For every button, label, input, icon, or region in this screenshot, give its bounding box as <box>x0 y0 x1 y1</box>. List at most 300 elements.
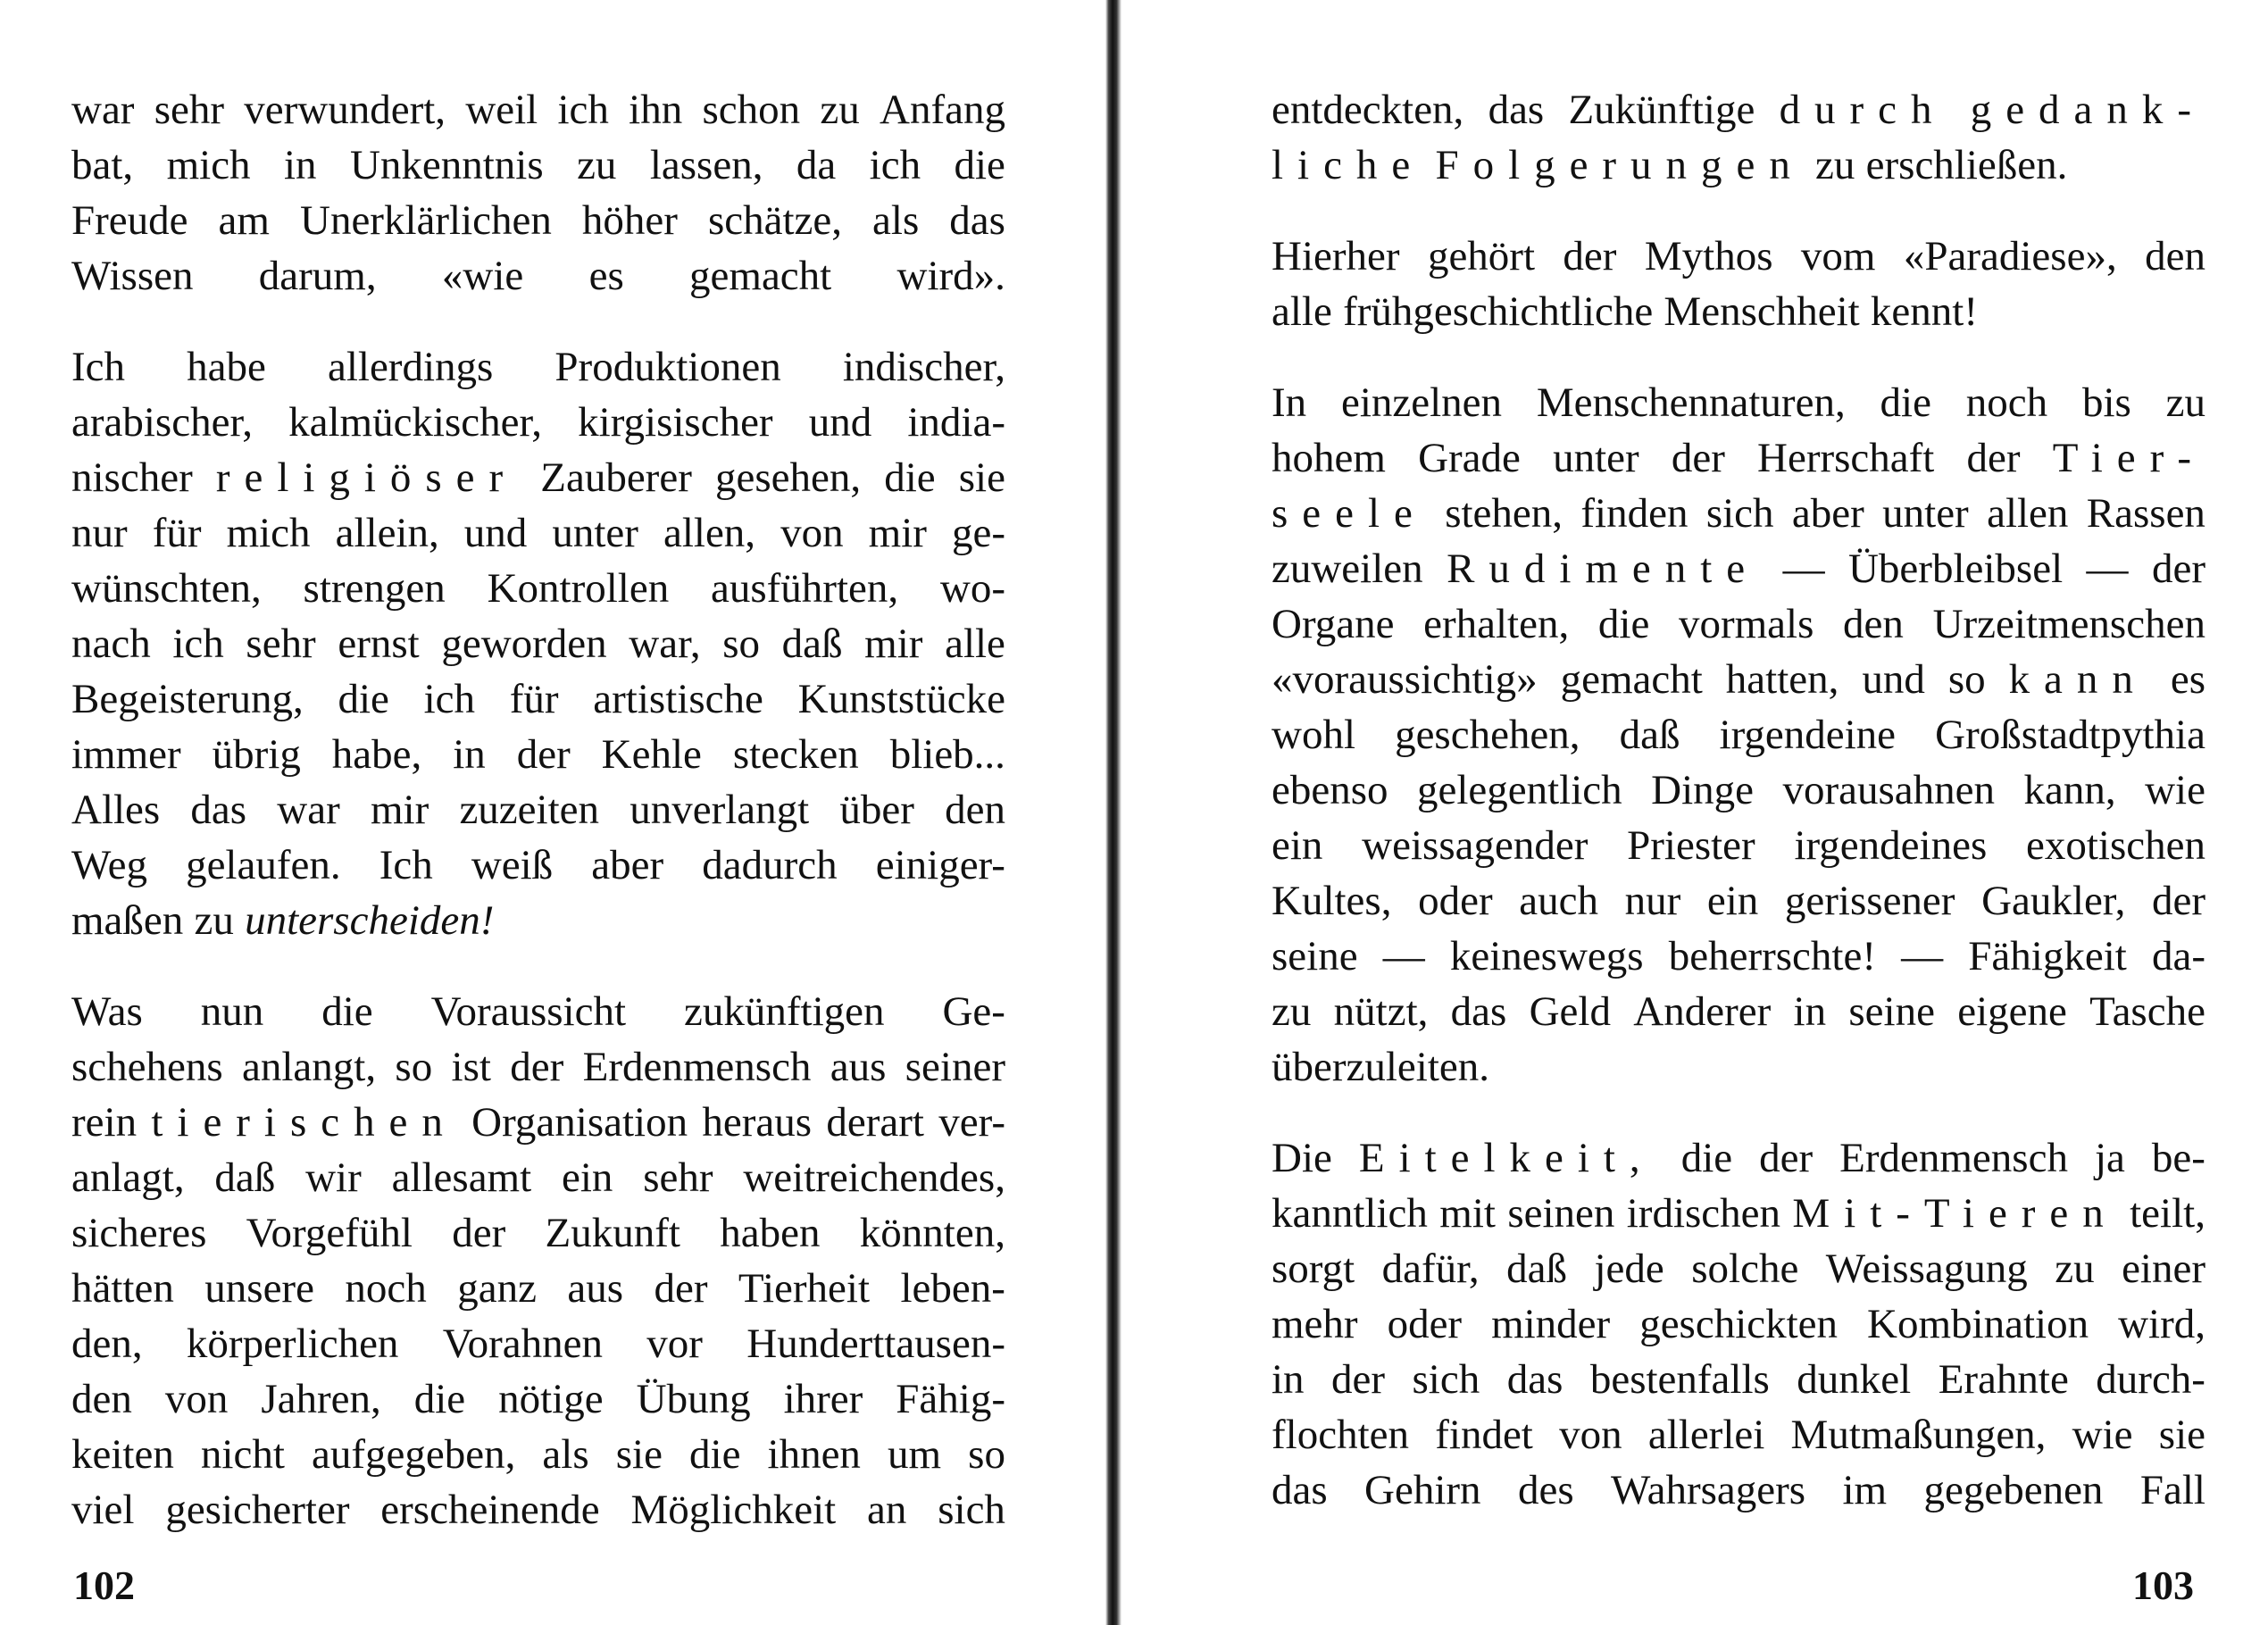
word: die <box>1880 379 1931 426</box>
word: sehr <box>154 87 225 133</box>
text-line <box>71 193 1005 248</box>
word: Menschheit <box>1663 288 1860 335</box>
word: Begeisterung, <box>71 676 304 722</box>
word: solche <box>1691 1246 1799 1292</box>
word: Unkenntnis <box>349 142 544 188</box>
word: allerdings <box>327 344 494 390</box>
word: es <box>2170 656 2205 703</box>
word: geworden <box>441 621 607 667</box>
word: allerlei <box>1647 1412 1765 1458</box>
word: so <box>395 1044 433 1090</box>
word: zuweilen <box>1272 546 1423 592</box>
book-gutter <box>1105 0 1121 1625</box>
word: zu <box>820 87 860 133</box>
word: sorgt <box>1272 1246 1355 1292</box>
word: nur <box>71 510 128 556</box>
word: ich <box>423 676 476 722</box>
word: derart <box>826 1099 924 1146</box>
word: der <box>1759 1135 1814 1181</box>
text-line <box>1272 486 2205 541</box>
word: zu <box>577 142 617 188</box>
word: weil <box>465 87 538 133</box>
word: dadurch <box>702 842 838 888</box>
word: findet <box>1435 1412 1533 1458</box>
word: schehens <box>71 1044 223 1090</box>
word: mir <box>370 787 429 833</box>
word: Alles <box>71 787 161 833</box>
word: sehr <box>643 1154 713 1201</box>
word: ich <box>869 142 921 188</box>
word: Fähig- <box>896 1376 1005 1422</box>
word: Möglichkeit <box>630 1487 837 1533</box>
word: ist <box>451 1044 491 1090</box>
word: da- <box>2151 933 2205 979</box>
word: Fall <box>2139 1467 2205 1513</box>
word: in <box>1272 1356 1305 1403</box>
word: zu <box>2165 379 2205 426</box>
word: irdischen <box>1626 1190 1781 1237</box>
word: mich <box>226 510 311 556</box>
word: lassen, <box>649 142 763 188</box>
paragraph-break <box>1272 1095 2205 1130</box>
text-line <box>1272 1352 2205 1407</box>
word: und <box>463 510 528 556</box>
word: maßen <box>71 897 184 944</box>
word: kann <box>2008 656 2147 703</box>
word: einer <box>2122 1246 2205 1292</box>
word: unterscheiden! <box>245 897 495 944</box>
word: tierischen <box>151 1099 457 1146</box>
word: heraus <box>702 1099 813 1146</box>
word: — <box>1382 933 1425 979</box>
word: vorausahnen <box>1782 767 1996 813</box>
word: Ich <box>71 344 126 390</box>
word: Produktionen <box>554 344 781 390</box>
word: liche <box>1272 142 1425 188</box>
text-line <box>1272 929 2205 984</box>
word: ihnen <box>767 1431 861 1478</box>
word: der <box>510 1044 564 1090</box>
word: die <box>413 1376 466 1422</box>
word: Ich <box>379 842 433 888</box>
word: um <box>888 1431 942 1478</box>
word: be- <box>2151 1135 2205 1181</box>
word: unsere <box>204 1265 314 1312</box>
word: Überbleibsel <box>1847 546 2064 592</box>
word: sich <box>1705 490 1774 537</box>
word: gemacht <box>1560 656 1703 703</box>
word: Hunderttausen- <box>746 1321 1005 1367</box>
word: Kehle <box>601 731 702 778</box>
word: daß <box>1506 1246 1568 1292</box>
word: sich <box>1412 1356 1480 1403</box>
word: so <box>1947 656 1986 703</box>
word: ja <box>2094 1135 2125 1181</box>
word: in <box>283 142 317 188</box>
word: kennt! <box>1870 288 1978 335</box>
word: ge- <box>951 510 1005 556</box>
text-line <box>1272 818 2205 873</box>
word: mehr <box>1272 1301 1358 1347</box>
word: Erdenmensch <box>1839 1135 2068 1181</box>
text-line <box>1272 707 2205 762</box>
word: als <box>542 1431 589 1478</box>
word: Erahnte <box>1938 1356 2069 1403</box>
text-line <box>71 1427 1005 1482</box>
word: Kontrollen <box>487 565 670 612</box>
text-line <box>71 1371 1005 1427</box>
word: anlagt, <box>71 1154 185 1201</box>
word: das <box>190 787 247 833</box>
word: Kombination <box>1867 1301 2089 1347</box>
word: weissagender <box>1362 822 1588 869</box>
word: Menschennaturen, <box>1536 379 1846 426</box>
word: erhalten, <box>1423 601 1570 647</box>
word: allesamt <box>391 1154 532 1201</box>
word: der <box>2151 546 2205 592</box>
word: verwundert, <box>244 87 446 133</box>
word: die <box>321 988 373 1035</box>
word: anlangt, <box>242 1044 377 1090</box>
word: war, <box>629 621 701 667</box>
word: der <box>1966 435 2021 481</box>
word: mir <box>868 510 927 556</box>
word: Zauberer <box>540 454 692 501</box>
word: haben <box>720 1210 821 1256</box>
word: auch <box>1519 878 1598 924</box>
word: Unerklärlichen <box>300 197 552 244</box>
word: Jahren, <box>261 1376 381 1422</box>
word: eigene <box>1957 988 2067 1035</box>
text-line <box>71 395 1005 450</box>
text-line <box>1272 1241 2205 1296</box>
word: nischer <box>71 454 193 501</box>
word: gesehen, <box>714 454 862 501</box>
word: erschließen. <box>1865 142 2068 188</box>
word: religiöser <box>215 454 518 501</box>
word: — <box>1901 933 1944 979</box>
word: sicheres <box>71 1210 207 1256</box>
word: seele <box>1272 490 1427 537</box>
text-line <box>71 248 1005 304</box>
word: nötige <box>498 1376 604 1422</box>
word: in <box>1793 988 1827 1035</box>
word: ausführten, <box>710 565 899 612</box>
word: daß <box>1619 712 1680 758</box>
word: Tasche <box>2089 988 2205 1035</box>
word: aus <box>830 1044 887 1090</box>
text-line <box>71 1205 1005 1261</box>
word: ernst <box>338 621 420 667</box>
word: beherrschte! <box>1668 933 1876 979</box>
word: Fähigkeit <box>1968 933 2127 979</box>
word: wo- <box>939 565 1005 612</box>
text-line <box>1272 1462 2205 1518</box>
word: allen <box>1987 490 2069 537</box>
word: alle <box>1272 288 1332 335</box>
word: Grade <box>1418 435 1521 481</box>
text-line <box>71 1482 1005 1538</box>
word: zu <box>1815 142 1855 188</box>
word: Dinge <box>1651 767 1755 813</box>
word: Kunststücke <box>797 676 1005 722</box>
word: seinen <box>1507 1190 1615 1237</box>
word: Ge- <box>942 988 1005 1035</box>
text-line <box>1272 1130 2205 1186</box>
word: vom <box>1800 233 1876 279</box>
word: artistische <box>593 676 763 722</box>
word: kann, <box>2023 767 2116 813</box>
word: ihrer <box>783 1376 863 1422</box>
word: wünschten, <box>71 565 262 612</box>
word: keiten <box>71 1431 174 1478</box>
word: durch- <box>2096 1356 2205 1403</box>
word: bat, <box>71 142 134 188</box>
word: so <box>968 1431 1005 1478</box>
text-line <box>1272 596 2205 652</box>
word: ver- <box>938 1099 1005 1146</box>
text-line <box>1272 652 2205 707</box>
paragraph-break <box>1272 193 2205 229</box>
word: die <box>1597 601 1650 647</box>
word: so <box>722 621 761 667</box>
word: — <box>1782 546 1825 592</box>
word: Rudimente <box>1447 546 1760 592</box>
word: wird». <box>896 253 1005 299</box>
word: wird, <box>2118 1301 2205 1347</box>
word: habe, <box>331 731 422 778</box>
word: ich <box>172 621 224 667</box>
word: zu <box>194 897 234 944</box>
word: blieb... <box>889 731 1005 778</box>
text-line <box>1272 873 2205 929</box>
word: schätze, <box>707 197 842 244</box>
text-line <box>1272 541 2205 596</box>
word: vormals <box>1678 601 1814 647</box>
word: Gehirn <box>1364 1467 1481 1513</box>
word: «voraussichtig» <box>1272 656 1538 703</box>
word: der <box>1331 1356 1386 1403</box>
word: ebenso <box>1272 767 1388 813</box>
word: india- <box>907 399 1005 446</box>
word: indischer, <box>842 344 1005 390</box>
word: von <box>1559 1412 1622 1458</box>
word: ein <box>1706 878 1759 924</box>
word: flochten <box>1272 1412 1409 1458</box>
word: aber <box>1791 490 1864 537</box>
word: den <box>2145 233 2205 279</box>
text-line <box>1272 1407 2205 1462</box>
word: gegebenen <box>1923 1467 2104 1513</box>
text-line <box>1272 284 2205 339</box>
word: allen, <box>663 510 756 556</box>
word: Eitelkeit, <box>1358 1135 1655 1181</box>
word: Freude <box>71 197 188 244</box>
word: es <box>588 253 624 299</box>
word: von <box>780 510 844 556</box>
word: Was <box>71 988 143 1035</box>
word: ganz <box>457 1265 537 1312</box>
word: jede <box>1594 1246 1664 1292</box>
word: stecken <box>732 731 859 778</box>
word: Tierheit <box>738 1265 871 1312</box>
word: aber <box>591 842 664 888</box>
word: Anfang <box>880 87 1005 133</box>
word: war <box>71 87 135 133</box>
word: bis <box>2081 379 2131 426</box>
word: über <box>839 787 914 833</box>
word: Organe <box>1272 601 1395 647</box>
word: geschickten <box>1639 1301 1839 1347</box>
text-line <box>71 1316 1005 1371</box>
word: überzuleiten. <box>1272 1044 1490 1090</box>
word: finden <box>1580 490 1688 537</box>
word: höher <box>581 197 678 244</box>
word: Großstadtpythia <box>1935 712 2205 758</box>
text-line <box>71 505 1005 561</box>
word: von <box>164 1376 229 1422</box>
word: am <box>218 197 270 244</box>
text-line <box>71 339 1005 395</box>
word: zu <box>2055 1246 2095 1292</box>
left-page-number: 102 <box>73 1562 135 1608</box>
text-line <box>71 671 1005 727</box>
word: Erdenmensch <box>582 1044 812 1090</box>
word: ihn <box>629 87 683 133</box>
right-page-text <box>1272 82 2205 1518</box>
word: unter <box>552 510 638 556</box>
word: den <box>71 1376 132 1422</box>
word: gedank- <box>1970 87 2205 133</box>
text-line <box>71 727 1005 782</box>
word: habe <box>187 344 266 390</box>
word: Mutmaßungen, <box>1790 1412 2047 1458</box>
word: als <box>872 197 920 244</box>
text-line <box>1272 375 2205 430</box>
word: zu <box>1272 988 1312 1035</box>
word: Herrschaft <box>1757 435 1935 481</box>
word: durch <box>1779 87 1947 133</box>
word: ein <box>561 1154 613 1201</box>
word: Folgerungen <box>1435 142 1805 188</box>
word: der <box>1563 233 1617 279</box>
word: Geld <box>1529 988 1611 1035</box>
word: und <box>808 399 872 446</box>
word: weiß <box>471 842 554 888</box>
text-line <box>1272 82 2205 138</box>
text-line <box>71 450 1005 505</box>
word: strengen <box>303 565 446 612</box>
word: gerissener <box>1784 878 1955 924</box>
word: sehr <box>246 621 316 667</box>
word: in <box>453 731 486 778</box>
paragraph-break <box>1272 339 2205 375</box>
word: vor <box>646 1321 703 1367</box>
word: Tier- <box>2052 435 2205 481</box>
word: das <box>1450 988 1507 1035</box>
word: «Paradiese», <box>1903 233 2117 279</box>
word: der <box>452 1210 506 1256</box>
word: ich <box>557 87 609 133</box>
right-page <box>1134 0 2268 1625</box>
word: zukünftigen <box>684 988 885 1035</box>
text-line <box>71 893 1005 948</box>
word: unverlangt <box>630 787 810 833</box>
word: sich <box>938 1487 1005 1533</box>
word: arabischer, <box>71 399 253 446</box>
word: exotischen <box>2025 822 2205 869</box>
word: nützt, <box>1333 988 1429 1035</box>
word: einzelnen <box>1340 379 1503 426</box>
text-line <box>71 984 1005 1039</box>
text-line <box>1272 1039 2205 1095</box>
word: Priester <box>1627 822 1755 869</box>
word: unter <box>1882 490 1969 537</box>
text-line <box>1272 1186 2205 1241</box>
right-page-number: 103 <box>2132 1562 2194 1608</box>
word: noch <box>345 1265 427 1312</box>
text-line <box>1272 1296 2205 1352</box>
word: aus <box>567 1265 624 1312</box>
word: seiner <box>905 1044 1005 1090</box>
word: unter <box>1553 435 1639 481</box>
word: das <box>949 197 1005 244</box>
text-line <box>71 138 1005 193</box>
word: keineswegs <box>1449 933 1644 979</box>
text-line <box>71 1261 1005 1316</box>
word: sie <box>958 454 1005 501</box>
word: übrig <box>212 731 301 778</box>
word: körperlichen <box>186 1321 399 1367</box>
word: geschehen, <box>1395 712 1580 758</box>
word: Anderer <box>1633 988 1772 1035</box>
word: nach <box>71 621 151 667</box>
word: irgendeines <box>1794 822 1988 869</box>
word: hohem <box>1272 435 1386 481</box>
word: die <box>1680 1135 1733 1181</box>
word: In <box>1272 379 1307 426</box>
word: viel <box>71 1487 135 1533</box>
word: Gaukler, <box>1981 878 2126 924</box>
word: gelegentlich <box>1416 767 1622 813</box>
word: wir <box>305 1154 362 1201</box>
text-line <box>71 82 1005 138</box>
text-line <box>71 1039 1005 1095</box>
text-line <box>1272 762 2205 818</box>
word: sie <box>615 1431 663 1478</box>
word: hätten <box>71 1265 174 1312</box>
paragraph-break <box>71 948 1005 984</box>
word: Zukunft <box>545 1210 680 1256</box>
word: nicht <box>200 1431 285 1478</box>
word: da <box>796 142 837 188</box>
word: an <box>867 1487 907 1533</box>
word: oder <box>1387 1301 1463 1347</box>
word: des <box>1517 1467 1574 1513</box>
word: Mythos <box>1644 233 1773 279</box>
word: einiger- <box>875 842 1005 888</box>
word: den, <box>71 1321 143 1367</box>
word: Wissen <box>71 253 194 299</box>
word: sie <box>2158 1412 2205 1458</box>
word: seine <box>1848 988 1935 1035</box>
word: den <box>945 787 1005 833</box>
word: kalmückischer, <box>288 399 543 446</box>
word: daß <box>214 1154 276 1201</box>
word: irgendeine <box>1719 712 1897 758</box>
word: Urzeitmenschen <box>1932 601 2205 647</box>
word: Vorgefühl <box>246 1210 413 1256</box>
